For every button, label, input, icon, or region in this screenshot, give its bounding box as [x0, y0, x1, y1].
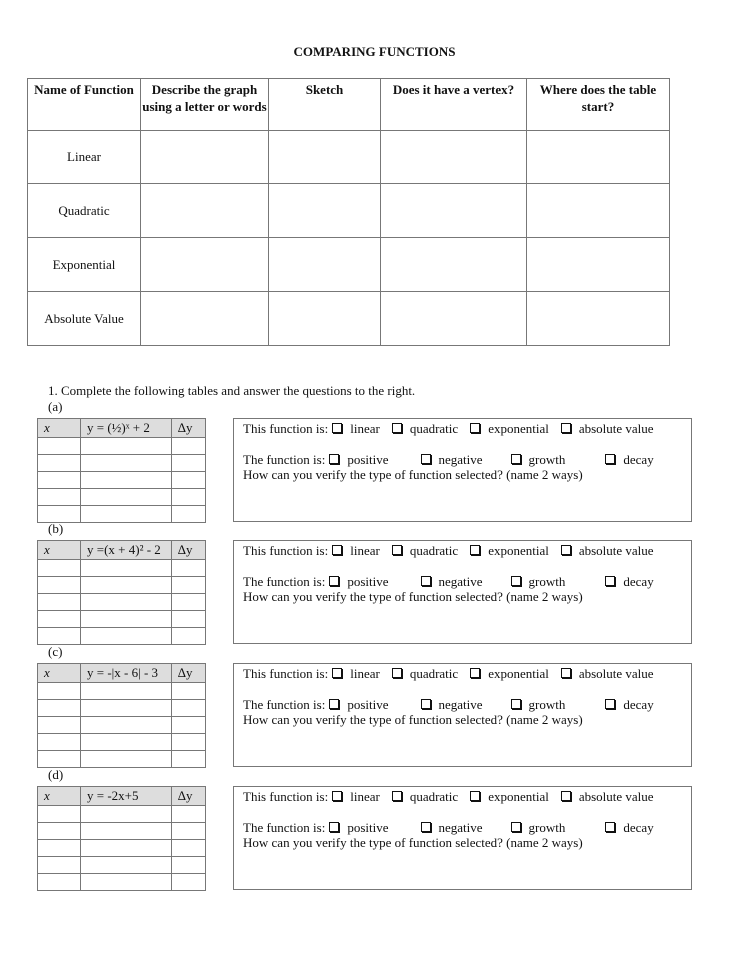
- comparison-row: [28, 184, 670, 238]
- checkbox-icon[interactable]: [329, 454, 339, 464]
- checkbox-icon[interactable]: [605, 699, 615, 709]
- checkbox-icon[interactable]: [511, 576, 521, 586]
- behavior-option[interactable]: growth: [528, 452, 566, 467]
- x-cell[interactable]: [38, 840, 81, 857]
- table-row: [38, 700, 206, 717]
- answer-cell[interactable]: [527, 292, 670, 346]
- y-cell[interactable]: [81, 717, 172, 734]
- checkbox-icon[interactable]: [470, 423, 480, 433]
- behavior-option[interactable]: negative: [438, 452, 483, 467]
- x-header: x: [38, 541, 81, 560]
- answer-cell[interactable]: [527, 238, 670, 292]
- dy-cell[interactable]: [172, 611, 206, 628]
- dy-cell[interactable]: [172, 806, 206, 823]
- x-cell[interactable]: [38, 455, 81, 472]
- y-cell[interactable]: [81, 489, 172, 506]
- checkbox-icon[interactable]: [392, 791, 402, 801]
- y-cell[interactable]: [81, 472, 172, 489]
- x-cell[interactable]: [38, 683, 81, 700]
- type-option[interactable]: quadratic: [409, 666, 459, 681]
- type-option[interactable]: linear: [350, 543, 380, 558]
- table-row: [38, 611, 206, 628]
- table-row: [38, 874, 206, 891]
- x-cell[interactable]: [38, 806, 81, 823]
- dy-header: ∆y: [172, 419, 206, 438]
- checkbox-icon[interactable]: [329, 576, 339, 586]
- question-box: [233, 663, 692, 767]
- behavior-option[interactable]: negative: [438, 697, 483, 712]
- type-prompt: This function is:: [243, 789, 329, 804]
- dy-cell[interactable]: [172, 594, 206, 611]
- section-label: (d): [48, 767, 64, 782]
- checkbox-icon[interactable]: [561, 668, 571, 678]
- answer-cell[interactable]: [527, 131, 670, 184]
- question-box: [233, 418, 692, 522]
- section-label: (b): [48, 521, 64, 536]
- behavior-option[interactable]: decay: [623, 452, 654, 467]
- dy-cell[interactable]: [172, 472, 206, 489]
- verify-prompt: How can you verify the type of function selected? (name 2 ways): [243, 712, 583, 727]
- behavior-option[interactable]: positive: [347, 697, 389, 712]
- y-cell[interactable]: [81, 577, 172, 594]
- x-cell[interactable]: [38, 751, 81, 768]
- dy-cell[interactable]: [172, 717, 206, 734]
- type-option[interactable]: quadratic: [409, 789, 459, 804]
- checkbox-icon[interactable]: [421, 699, 431, 709]
- x-cell[interactable]: [38, 611, 81, 628]
- x-cell[interactable]: [38, 577, 81, 594]
- y-cell[interactable]: [81, 560, 172, 577]
- type-prompt: This function is:: [243, 421, 329, 436]
- x-header: x: [38, 664, 81, 683]
- table-row: [38, 489, 206, 506]
- answer-cell[interactable]: [141, 184, 269, 238]
- checkbox-icon[interactable]: [605, 454, 615, 464]
- table-row: [38, 751, 206, 768]
- answer-cell[interactable]: [141, 292, 269, 346]
- verify-prompt: How can you verify the type of function selected? (name 2 ways): [243, 589, 583, 604]
- x-cell[interactable]: [38, 472, 81, 489]
- dy-cell[interactable]: [172, 577, 206, 594]
- dy-cell[interactable]: [172, 857, 206, 874]
- function-name: Quadratic: [28, 184, 141, 238]
- table-row: [38, 857, 206, 874]
- checkbox-icon[interactable]: [421, 822, 431, 832]
- dy-cell[interactable]: [172, 506, 206, 523]
- x-header: x: [38, 419, 81, 438]
- header-describe: Describe the graph using a letter or words: [141, 79, 269, 131]
- question-box: [233, 540, 692, 644]
- table-row: [38, 840, 206, 857]
- type-option[interactable]: absolute value: [578, 666, 654, 681]
- checkbox-icon[interactable]: [511, 454, 521, 464]
- x-header: x: [38, 787, 81, 806]
- table-row: [38, 717, 206, 734]
- answer-cell[interactable]: [141, 131, 269, 184]
- checkbox-icon[interactable]: [392, 668, 402, 678]
- checkbox-icon[interactable]: [332, 545, 342, 555]
- answer-cell[interactable]: [381, 184, 527, 238]
- checkbox-icon[interactable]: [392, 423, 402, 433]
- comparison-row: [28, 238, 670, 292]
- table-row: [38, 806, 206, 823]
- dy-cell[interactable]: [172, 560, 206, 577]
- comparison-row: [28, 292, 670, 346]
- type-option[interactable]: linear: [350, 421, 380, 436]
- answer-cell[interactable]: [381, 131, 527, 184]
- type-option[interactable]: quadratic: [409, 543, 459, 558]
- x-cell[interactable]: [38, 594, 81, 611]
- y-cell[interactable]: [81, 840, 172, 857]
- checkbox-icon[interactable]: [332, 668, 342, 678]
- dy-cell[interactable]: [172, 438, 206, 455]
- behavior-option[interactable]: positive: [347, 574, 389, 589]
- y-cell[interactable]: [81, 857, 172, 874]
- function-name: Linear: [28, 131, 141, 184]
- checkbox-icon[interactable]: [329, 699, 339, 709]
- table-row: [38, 734, 206, 751]
- table-row: [38, 628, 206, 645]
- y-cell[interactable]: [81, 611, 172, 628]
- header-sketch: Sketch: [269, 79, 381, 131]
- type-option[interactable]: exponential: [488, 421, 549, 436]
- table-row: [38, 683, 206, 700]
- behavior-option[interactable]: positive: [347, 452, 389, 467]
- checkbox-icon[interactable]: [605, 576, 615, 586]
- answer-cell[interactable]: [269, 238, 381, 292]
- behavior-prompt: The function is:: [243, 697, 326, 712]
- type-option[interactable]: exponential: [488, 543, 549, 558]
- dy-header: ∆y: [172, 787, 206, 806]
- x-cell[interactable]: [38, 823, 81, 840]
- behavior-option[interactable]: decay: [623, 574, 654, 589]
- dy-cell[interactable]: [172, 823, 206, 840]
- y-header: y = (½)ˣ + 2: [81, 419, 172, 438]
- type-option[interactable]: absolute value: [578, 421, 654, 436]
- checkbox-icon[interactable]: [421, 576, 431, 586]
- dy-cell[interactable]: [172, 683, 206, 700]
- type-option[interactable]: absolute value: [578, 789, 654, 804]
- x-cell[interactable]: [38, 857, 81, 874]
- answer-cell[interactable]: [269, 184, 381, 238]
- type-option[interactable]: linear: [350, 666, 380, 681]
- x-cell[interactable]: [38, 489, 81, 506]
- comparison-table: [27, 78, 670, 346]
- dy-cell[interactable]: [172, 628, 206, 645]
- section-label: (a): [48, 399, 63, 414]
- behavior-prompt: The function is:: [243, 574, 326, 589]
- answer-cell[interactable]: [381, 238, 527, 292]
- x-cell[interactable]: [38, 438, 81, 455]
- comparison-row: [28, 131, 670, 184]
- dy-cell[interactable]: [172, 751, 206, 768]
- function-table: [37, 418, 206, 523]
- x-cell[interactable]: [38, 506, 81, 523]
- function-name: Exponential: [28, 238, 141, 292]
- dy-cell[interactable]: [172, 489, 206, 506]
- answer-cell[interactable]: [269, 292, 381, 346]
- behavior-prompt: The function is:: [243, 820, 326, 835]
- x-cell[interactable]: [38, 874, 81, 891]
- y-cell[interactable]: [81, 806, 172, 823]
- y-cell[interactable]: [81, 438, 172, 455]
- behavior-option[interactable]: decay: [623, 820, 654, 835]
- table-row: [38, 506, 206, 523]
- checkbox-icon[interactable]: [332, 423, 342, 433]
- header-vertex: Does it have a vertex?: [381, 79, 527, 131]
- dy-cell[interactable]: [172, 734, 206, 751]
- dy-cell[interactable]: [172, 840, 206, 857]
- y-header: y = -2x+5: [81, 787, 172, 806]
- table-row: [38, 594, 206, 611]
- dy-header: ∆y: [172, 664, 206, 683]
- table-row: [38, 577, 206, 594]
- answer-cell[interactable]: [141, 238, 269, 292]
- checkbox-icon[interactable]: [470, 668, 480, 678]
- y-cell[interactable]: [81, 628, 172, 645]
- type-prompt: This function is:: [243, 666, 329, 681]
- checkbox-icon[interactable]: [329, 822, 339, 832]
- y-cell[interactable]: [81, 455, 172, 472]
- instruction: 1. Complete the following tables and answer the questions to the right.: [48, 383, 416, 398]
- y-cell[interactable]: [81, 700, 172, 717]
- behavior-option[interactable]: positive: [347, 820, 389, 835]
- answer-cell[interactable]: [269, 131, 381, 184]
- y-header: y =(x + 4)² - 2: [81, 541, 172, 560]
- function-table: [37, 663, 206, 768]
- type-option[interactable]: exponential: [488, 789, 549, 804]
- dy-cell[interactable]: [172, 874, 206, 891]
- type-prompt: This function is:: [243, 543, 329, 558]
- table-row: [38, 455, 206, 472]
- y-header: y = -|x - 6| - 3: [81, 664, 172, 683]
- function-table: [37, 786, 206, 891]
- checkbox-icon[interactable]: [421, 454, 431, 464]
- behavior-option[interactable]: growth: [528, 820, 566, 835]
- table-row: [38, 823, 206, 840]
- y-cell[interactable]: [81, 874, 172, 891]
- checkbox-icon[interactable]: [511, 822, 521, 832]
- type-option[interactable]: quadratic: [409, 421, 459, 436]
- answer-cell[interactable]: [527, 184, 670, 238]
- behavior-prompt: The function is:: [243, 452, 326, 467]
- dy-header: ∆y: [172, 541, 206, 560]
- checkbox-icon[interactable]: [561, 791, 571, 801]
- behavior-option[interactable]: growth: [528, 697, 566, 712]
- checkbox-icon[interactable]: [470, 791, 480, 801]
- question-box: [233, 786, 692, 890]
- behavior-option[interactable]: growth: [528, 574, 566, 589]
- type-option[interactable]: absolute value: [578, 543, 654, 558]
- checkbox-icon[interactable]: [561, 545, 571, 555]
- x-cell[interactable]: [38, 560, 81, 577]
- dy-cell[interactable]: [172, 700, 206, 717]
- page-title: COMPARING FUNCTIONS: [293, 44, 456, 59]
- table-row: [38, 560, 206, 577]
- x-cell[interactable]: [38, 717, 81, 734]
- table-row: [38, 438, 206, 455]
- verify-prompt: How can you verify the type of function selected? (name 2 ways): [243, 835, 583, 850]
- x-cell[interactable]: [38, 700, 81, 717]
- checkbox-icon[interactable]: [605, 822, 615, 832]
- checkbox-icon[interactable]: [392, 545, 402, 555]
- type-option[interactable]: linear: [350, 789, 380, 804]
- header-table-start: Where does the table start?: [527, 79, 670, 131]
- function-table: [37, 540, 206, 645]
- behavior-option[interactable]: decay: [623, 697, 654, 712]
- table-row: [38, 472, 206, 489]
- header-name: Name of Function: [28, 79, 141, 131]
- dy-cell[interactable]: [172, 455, 206, 472]
- y-cell[interactable]: [81, 594, 172, 611]
- x-cell[interactable]: [38, 734, 81, 751]
- checkbox-icon[interactable]: [511, 699, 521, 709]
- y-cell[interactable]: [81, 734, 172, 751]
- y-cell[interactable]: [81, 823, 172, 840]
- checkbox-icon[interactable]: [332, 791, 342, 801]
- y-cell[interactable]: [81, 683, 172, 700]
- verify-prompt: How can you verify the type of function selected? (name 2 ways): [243, 467, 583, 482]
- behavior-option[interactable]: negative: [438, 820, 483, 835]
- x-cell[interactable]: [38, 628, 81, 645]
- function-name: Absolute Value: [28, 292, 141, 346]
- section-label: (c): [48, 644, 63, 659]
- checkbox-icon[interactable]: [561, 423, 571, 433]
- y-cell[interactable]: [81, 506, 172, 523]
- behavior-option[interactable]: negative: [438, 574, 483, 589]
- y-cell[interactable]: [81, 751, 172, 768]
- answer-cell[interactable]: [381, 292, 527, 346]
- type-option[interactable]: exponential: [488, 666, 549, 681]
- checkbox-icon[interactable]: [470, 545, 480, 555]
